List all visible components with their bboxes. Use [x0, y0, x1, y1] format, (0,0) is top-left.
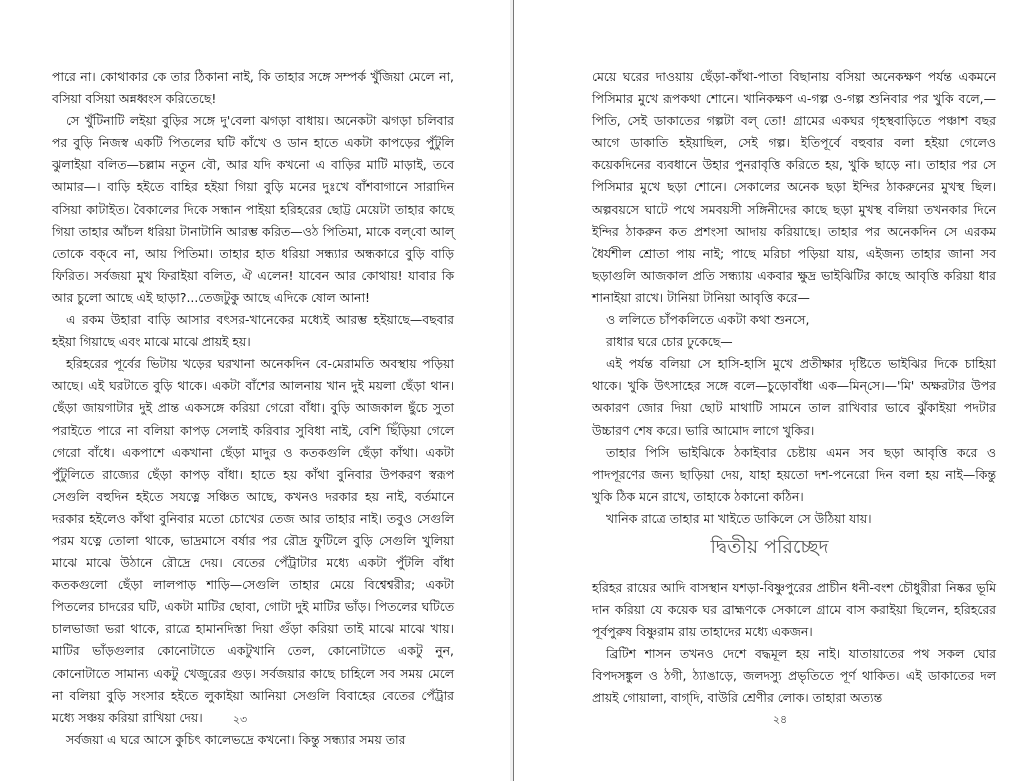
- paragraph: পারে না। কোথাকার কে তার ঠিকানা নাই, কি তাহার সঙ্গে সম্পর্ক খুঁজিয়া মেলে না, বসিয়া বসিয়া অন্নধ্বংস করিতেছে!: [52, 69, 454, 107]
- left-page-number: ২৩: [232, 713, 248, 726]
- paragraph: হরিহর রায়ের আদি বাসস্থান যশড়া-বিষ্ণুপুরের প্রাচীন ধনী-বংশ চৌধুরীরা নিষ্কর ভূমি দান করিয়া যে কয়েক ঘর ব্রাহ্মণকে সেকালে গ্রামে বাস করাইয়া ছিলেন, হরিহরের পূর্বপুরুষ বিষ্ণুরাম রায় তাহাদের মধ্যে একজন।: [592, 580, 996, 640]
- left-page-body: [52, 66, 454, 751]
- left-page: [0, 0, 511, 781]
- paragraph: হরিহরের পূর্বের ভিটায় খড়ের ঘরখানা অনেকদিন বে-মেরামতি অবস্থায় পড়িয়া আছে। এই ঘরটাতে বুড়ি থাকে। একটা বাঁশের আলনায় খান দুই ময়লা ছেঁড়া থান। ছেঁড়া জায়গাটার দুই প্রান্ত একসঙ্গে করিয়া গেরো বাঁধা। বুড়ি আজকাল ছুঁচে সুতা পরাইতে পারে না বলিয়া কাপড় সেলাই করিবার সুবিধা নাই, বেশি ছিঁড়িয়া গেলে গেরো বাঁধে। একপাশে একখানা ছেঁড়া মাদুর ও কতকগুলি ছেঁড়া কাঁথা। একটা পুঁটুলিতে রাজ্যের ছেঁড়া কাপড় বাঁধা। হাতে হয় কাঁথা বুনিবার উপকরণ স্বরূপ সেগুলি বহুদিন হইতে সযত্নে সঞ্চিত আছে, কখনও দরকার হয় নাই, বর্তমানে দরকার হইলেও কাঁথা বুনিবার মতো চোখের তেজ আর তাহার নাই। তবুও সেগুলি পরম যত্নে তোলা থাকে, ভাদ্রমাসে বর্ষার পর রৌদ্র ফুটিলে বুড়ি সেগুলি খুলিয়া মাঝে মাঝে উঠানে রৌদ্রে দেয়। বেতের পেঁট্রাটার মধ্যে একটা পুঁটলি বাঁধা কতকগুলো ছেঁড়া লালপাড় শাড়ি—সেগুলি তাহার মেয়ে বিশ্বেশ্বরীর; একটা পিতলের চাদরের ঘটি, একটা মাটির ছোবা, গোটা দুই মাটির ভাঁড়। পিতলের ঘটিতে চালভাজা ভরা থাকে, রাত্রে হামানদিস্তা দিয়া গুঁড়া করিয়া তাই মাঝে মাঝে খায়। মাটির ভাঁড়গুলার কোনোটাতে একটুখানি তেল, কোনোটাতে একটু নুন, কোনোটাতে সামান্য একটু খেজুরের গুড়। সর্বজয়ার কাছে চাহিলে সব সময় মেলে না বলিয়া বুড়ি সংসার হইতে লুকাইয়া আনিয়া সেগুলি বিবাহের বেতের পেঁট্রার মধ্যে সঞ্চয় করিয়া রাখিয়া দেয়।: [52, 356, 454, 725]
- paragraph: তাহার পিসি ভাইঝিকে ঠকাইবার চেষ্টায় এমন সব ছড়া আবৃত্তি করে ও পাদপূরণের জন্য ছাড়িয়া দেয়, যাহা হয়তো দশ-পনেরো দিন বলা হয় নাই—কিন্তু খুকি ঠিক মনে রাখে, তাহাকে ঠকানো কঠিন।: [592, 444, 996, 504]
- chapter-body: [592, 577, 996, 710]
- right-page-body: [592, 66, 996, 530]
- paragraph: খানিক রাত্রে তাহার মা খাইতে ডাকিলে সে উঠিয়া যায়।: [606, 510, 872, 526]
- right-page: [513, 0, 1024, 781]
- paragraph: সর্বজয়া এ ঘরে আসে কুচিৎ কালেভদ্রে কখনো। কিন্তু সন্ধ্যার সময় তার: [66, 731, 406, 747]
- verse-line: ও ললিতে চাঁপকলিতে একটা কথা শুনসে,: [606, 312, 810, 328]
- chapter-heading: দ্বিতীয় পরিচ্ছেদ: [710, 536, 829, 558]
- paragraph: ব্রিটিশ শাসন তখনও দেশে বদ্ধমূল হয় নাই। যাতায়াতের পথ সকল ঘোর বিপদসঙ্কুল ও ঠগী, ঠ্যাঙাড়ে, জলদস্যু প্রভৃতিতে পূর্ণ থাকিত। এই ডাকাতের দল প্রায়ই গোয়ালা, বাগ্‌দি, বাউরি শ্রেণীর লোক। তাহারা অত্যন্ত: [592, 646, 996, 706]
- paragraph: এ রকম উহারা বাড়ি আসার বৎসর-খানেকের মধ্যেই আরম্ভ হইয়াছে—বছবার হইয়া গিয়াছে এবং মাঝে মাঝে প্রায়ই হয়।: [52, 312, 454, 350]
- paragraph: সে খুঁটিনাটি লইয়া বুড়ির সঙ্গে দু'বেলা ঝগড়া বাধায়। অনেকটা ঝগড়া চলিবার পর বুড়ি নিজস্ব একটি পিতলের ঘটি কাঁখে ও ডান হাতে একটা কাপড়ের পুঁটুলি ঝুলাইয়া বলিত—চল্লাম নতুন বৌ, আর যদি কখনো এ বাড়ির মাটি মাড়াই, তবে আমার—। বাড়ি হইতে বাহির হইয়া গিয়া বুড়ি মনের দুঃখে বাঁশবাগানে সারাদিন বসিয়া কাটাইত। বৈকালের দিকে সন্ধান পাইয়া হরিহরের ছোট্ট মেয়েটা তাহার কাছে গিয়া তাহার আঁচল ধরিয়া টানাটানি আরম্ভ করিত—ওঠ পিতিমা, মাকে বল্‌বো আল্ তোকে বক্‌বে না, আয় পিতিমা। তাহার হাত ধরিয়া সন্ধ্যার অন্ধকারে বুড়ি বাড়ি ফিরিত। সর্বজয়া মুখ ফিরাইয়া বলিত, ঐ এলেন! যাবেন আর কোথায়! যাবার কি আর চুলো আছে এই ছাড়া?...তেজটুকু আছে এদিকে ষোল আনা!: [52, 113, 454, 305]
- paragraph: এই পর্যন্ত বলিয়া সে হাসি-হাসি মুখে প্রতীক্ষার দৃষ্টিতে ভাইঝির দিকে চাহিয়া থাকে। খুকি উৎসাহের সঙ্গে বলে—চুড়োবাঁধা এক—মিন্‌সে।—'মি' অক্ষরটার উপর অকারণ জোর দিয়া ছোট মাথাটি সামনে তাল রাখিবার ভাবে ঝুঁকাইয়া পদটার উচ্চারণ শেষ করে। ভারি আমোদ লাগে খুকির।: [592, 356, 996, 438]
- paragraph: মেয়ে ঘরের দাওয়ায় ছেঁড়া-কাঁথা-পাতা বিছানায় বসিয়া অনেকক্ষণ পর্যন্ত একমনে পিসিমার মুখে রূপকথা শোনে। খানিকক্ষণ এ-গল্প ও-গল্প শুনিবার পর খুকি বলে,—পিতি, সেই ডাকাতের গল্পটা বল্ তো! গ্রামের একঘর গৃহস্থবাড়িতে পঞ্চাশ বছর আগে ডাকাতি হইয়াছিল, সেই গল্প। ইতিপূর্বে বহুবার বলা হইয়া গেলেও কয়েকদিনের ব্যবধানে উহার পুনরাবৃত্তি করিতে হয়, খুকি ছাড়ে না। তাহার পর সে পিসিমার মুখে ছড়া শোনে। সেকালের অনেক ছড়া ইন্দির ঠাকরুনের মুখস্থ ছিল। অল্পবয়সে ঘাটে পথে সমবয়সী সঙ্গিনীদের কাছে ছড়া মুখস্থ বলিয়া তখনকার দিনে ইন্দির ঠাকরুন কত প্রশংসা আদায় করিয়াছে। তাহার পর অনেকদিন সে এরকম ধৈর্যশীল শ্রোতা পায় নাই; পাছে মরিচা পড়িয়া যায়, এইজন্য তাহার জানা সব ছড়াগুলি আজকাল প্রতি সন্ধ্যায় একবার ক্ষুদ্র ভাইঝিটির কাছে আবৃত্তি করিয়া ধার শানাইয়া রাখে। টানিয়া টানিয়া আবৃত্তি করে—: [592, 69, 996, 305]
- right-page-number: ২৪: [772, 713, 788, 726]
- verse-line: রাধার ঘরে চোর ঢুকেছে—: [606, 334, 733, 350]
